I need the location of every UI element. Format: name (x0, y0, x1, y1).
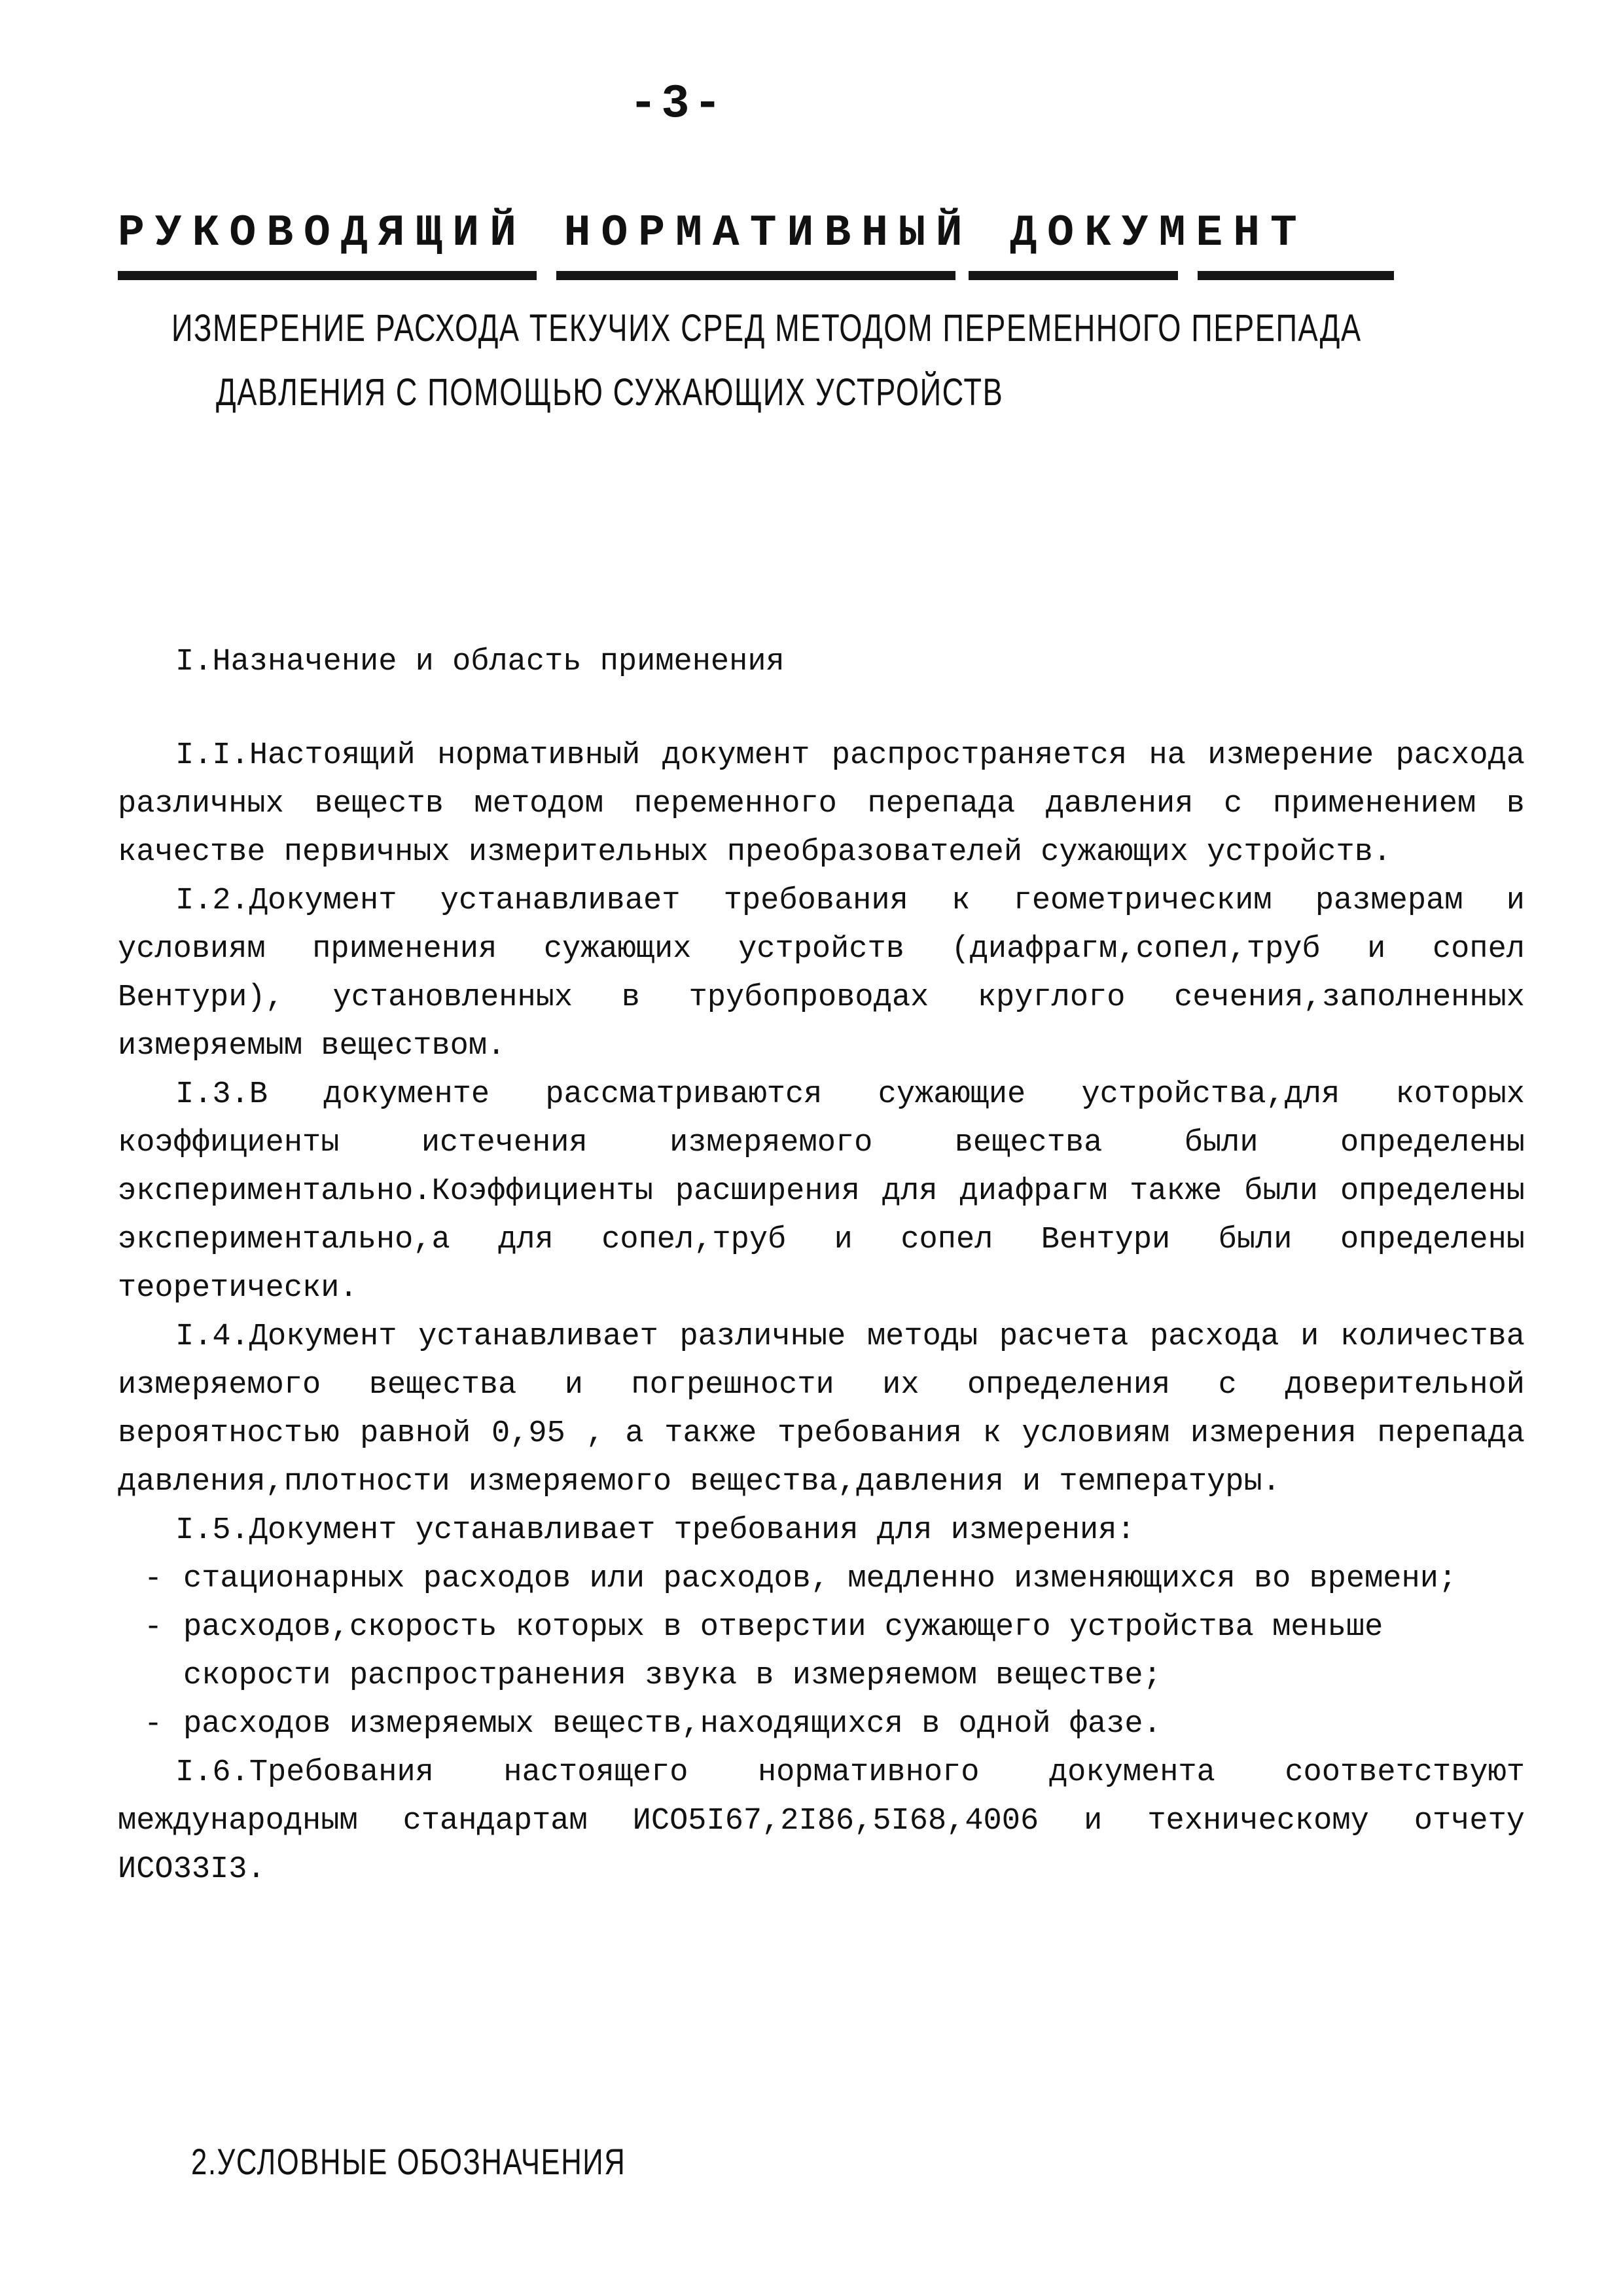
list-dash: - (144, 1610, 163, 1645)
section-1-heading: I.Назначение и область применения (175, 645, 785, 679)
section-2-heading: 2.УСЛОВНЫЕ ОБОЗНАЧЕНИЯ (191, 2141, 626, 2182)
list-item (118, 1604, 1525, 1700)
paragraph-1-4: I.4.Документ устанавливает различные методы расчета расхода и количества измеряемого вещества и погрешности их определения с доверительной вероятностью равной 0,95 , а также требования к условиям измерения перепада давления,плотности измеряемого вещества,давления и температуры. (118, 1319, 1525, 1499)
paragraph-1-2: I.2.Документ устанавливает требования к геометрическим размерам и условиям применения сужающих устройств (диафрагм,сопел,труб и сопел Вентури), установленных в трубопроводах круглого сечения,заполненных измеряемым веществом. (118, 884, 1525, 1064)
list-item (118, 1700, 1525, 1749)
section-1-body (118, 732, 1525, 1894)
list-item (118, 1555, 1525, 1604)
page-number: -3- (629, 77, 726, 131)
document-title-line-1: ИЗМЕРЕНИЕ РАСХОДА ТЕКУЧИХ СРЕД МЕТОДОМ ПЕРЕМЕННОГО ПЕРЕПАДА (171, 307, 1362, 350)
paragraph-1-5: I.5.Документ устанавливает требования для измерения: (175, 1513, 1135, 1548)
document-type-heading: РУКОВОДЯЩИЙ НОРМАТИВНЫЙ ДОКУМЕНТ (118, 208, 1308, 259)
document-title-line-2: ДАВЛЕНИЯ С ПОМОЩЬЮ СУЖАЮЩИХ УСТРОЙСТВ (216, 371, 1004, 414)
paragraph-1-6: I.6.Требования настоящего нормативного документа соответствуют международным стандартам ИСО5I67,2I86,5I68,4006 и техническому отчету ИСО33I3. (118, 1755, 1525, 1887)
paragraph-1-1: I.I.Настоящий нормативный документ распространяется на измерение расхода различных веществ методом переменного перепада давления с применением в качестве первичных измерительных преобразователей сужающих устройств. (118, 738, 1525, 870)
list-item-text: стационарных расходов или расходов, медленно изменяющихся во времени; (183, 1562, 1457, 1596)
list-item-text: расходов измеряемых веществ,находящихся в одной фазе. (183, 1707, 1162, 1742)
list-dash: - (144, 1562, 163, 1596)
paragraph-1-3: I.3.В документе рассматриваются сужающие устройства,для которых коэффициенты истечения измеряемого вещества были определены экспериментально.Коэффициенты расширения для диафрагм также были определены экспериментально,а для сопел,труб и сопел Вентури были определены теоретически. (118, 1077, 1525, 1306)
list-dash: - (144, 1707, 163, 1742)
heading-underline (118, 271, 1394, 280)
list-item-text: расходов,скорость которых в отверстии сужающего устройства меньше скорости распространения звука в измеряемом веществе; (183, 1610, 1383, 1693)
